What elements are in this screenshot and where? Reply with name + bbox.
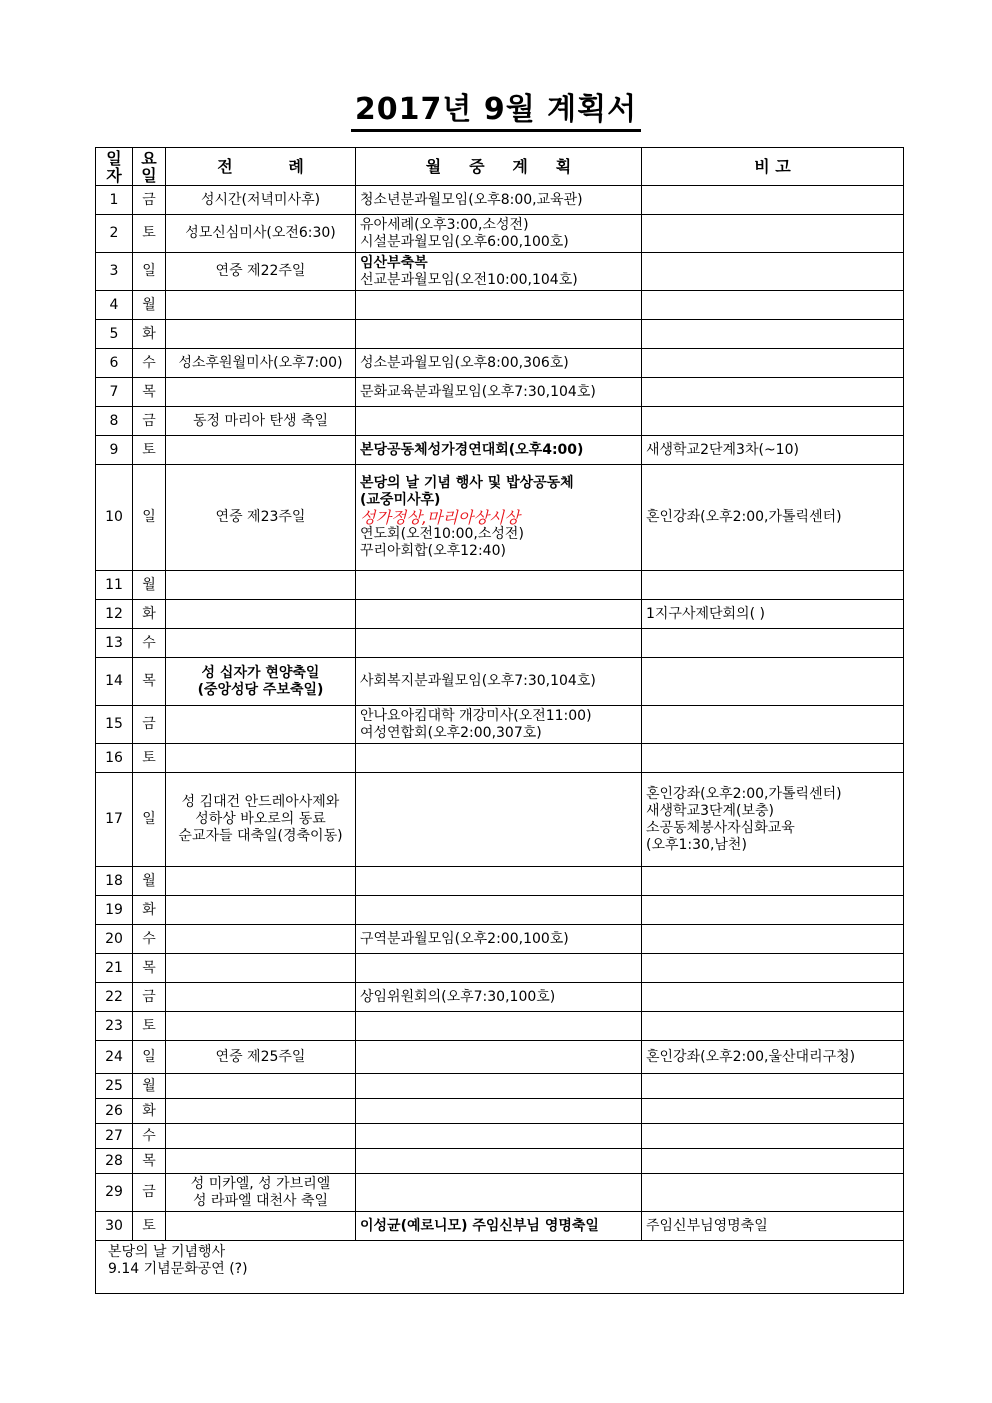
weekday-label: 수 <box>142 634 156 651</box>
day-cell <box>96 983 133 1012</box>
weekday-label: 수 <box>142 1127 156 1144</box>
weekday-cell <box>133 378 166 407</box>
plan-cell <box>356 983 642 1012</box>
weekday-label: 수 <box>142 354 156 371</box>
note-cell <box>642 744 904 773</box>
liturgy-line: 성 미카엘, 성 가브리엘 <box>190 1175 331 1192</box>
document-title: 2017년 9월 계획서 <box>351 92 641 132</box>
day-number: 10 <box>105 509 123 525</box>
table-row <box>96 378 904 407</box>
day-cell <box>96 925 133 954</box>
liturgy-cell <box>166 186 356 215</box>
plan-line: 문화교육분과월모임(오후7:30,104호) <box>360 383 596 400</box>
weekday-label: 금 <box>142 1184 156 1200</box>
liturgy-line: 연중 제22주일 <box>215 263 306 279</box>
table-row <box>96 925 904 954</box>
weekday-cell <box>133 1041 166 1074</box>
weekday-label: 금 <box>142 412 156 429</box>
table-body <box>96 186 904 1241</box>
day-number: 15 <box>105 716 123 732</box>
weekday-label: 월 <box>142 872 156 889</box>
plan-cell <box>356 658 642 706</box>
note-cell <box>642 706 904 744</box>
plan-cell <box>356 407 642 436</box>
note-cell <box>642 1012 904 1041</box>
weekday-cell <box>133 571 166 600</box>
table-row <box>96 571 904 600</box>
day-number: 22 <box>105 988 123 1005</box>
weekday-cell <box>133 1212 166 1241</box>
weekday-label: 일 <box>142 263 156 279</box>
liturgy-line: 성 라파엘 대천사 축일 <box>192 1192 329 1209</box>
plan-cell <box>356 744 642 773</box>
note-line: 혼인강좌(오후2:00,울산대리구청) <box>646 1048 856 1065</box>
liturgy-cell <box>166 291 356 320</box>
plan-line: 사회복지분과월모임(오후7:30,104호) <box>360 673 596 689</box>
day-cell <box>96 186 133 215</box>
weekday-label: 월 <box>142 296 156 313</box>
monthly-plan-table <box>95 147 904 1294</box>
note-cell <box>642 1124 904 1149</box>
liturgy-cell <box>166 954 356 983</box>
liturgy-line: 성모신심미사(오전6:30) <box>185 225 336 241</box>
note-line: 새생학교3단계(보충) <box>646 802 775 819</box>
weekday-label: 토 <box>142 1217 156 1234</box>
plan-cell <box>356 1074 642 1099</box>
note-cell <box>642 215 904 253</box>
note-cell <box>642 1212 904 1241</box>
day-cell <box>96 867 133 896</box>
plan-line: 선교분과월모임(오전10:00,104호) <box>360 271 578 288</box>
liturgy-cell <box>166 867 356 896</box>
weekday-cell <box>133 1099 166 1124</box>
note-cell <box>642 253 904 291</box>
table-row <box>96 954 904 983</box>
plan-line: 청소년분과월모임(오후8:00,교육관) <box>360 191 583 208</box>
weekday-cell <box>133 954 166 983</box>
note-line: (오후1:30,남천) <box>646 836 747 853</box>
note-cell <box>642 465 904 571</box>
liturgy-cell <box>166 1074 356 1099</box>
header-liturgy: 전 례 <box>166 148 356 186</box>
footer-line: 본당의 날 기념행사 <box>108 1244 226 1260</box>
day-cell <box>96 1174 133 1212</box>
day-cell <box>96 954 133 983</box>
day-number: 8 <box>109 412 119 429</box>
weekday-label: 금 <box>142 988 156 1005</box>
liturgy-cell <box>166 215 356 253</box>
weekday-cell <box>133 1074 166 1099</box>
plan-cell <box>356 954 642 983</box>
day-number: 20 <box>105 930 123 947</box>
day-number: 9 <box>109 441 119 458</box>
weekday-cell <box>133 349 166 378</box>
weekday-cell <box>133 773 166 867</box>
weekday-label: 일 <box>142 811 156 827</box>
weekday-label: 목 <box>142 1152 156 1169</box>
weekday-label: 금 <box>142 191 156 208</box>
plan-line: 꾸리아회합(오후12:40) <box>360 543 506 559</box>
note-cell <box>642 407 904 436</box>
weekday-cell <box>133 291 166 320</box>
weekday-cell <box>133 744 166 773</box>
day-number: 24 <box>105 1048 123 1065</box>
liturgy-cell <box>166 773 356 867</box>
plan-line: 구역분과월모임(오후2:00,100호) <box>360 930 569 947</box>
day-number: 13 <box>105 634 123 651</box>
plan-cell <box>356 320 642 349</box>
day-cell <box>96 1099 133 1124</box>
day-cell <box>96 465 133 571</box>
day-number: 7 <box>109 383 119 400</box>
note-cell <box>642 773 904 867</box>
weekday-label: 화 <box>142 325 156 342</box>
day-cell <box>96 349 133 378</box>
liturgy-cell <box>166 1124 356 1149</box>
day-cell <box>96 896 133 925</box>
plan-cell <box>356 378 642 407</box>
liturgy-line: 성소후원월미사(오후7:00) <box>178 354 343 371</box>
liturgy-line: 순교자들 대축일(경축이동) <box>178 828 343 844</box>
day-cell <box>96 436 133 465</box>
weekday-label: 목 <box>142 959 156 976</box>
note-cell <box>642 600 904 629</box>
day-number: 26 <box>105 1102 123 1119</box>
liturgy-cell <box>166 436 356 465</box>
liturgy-cell <box>166 983 356 1012</box>
weekday-label: 토 <box>142 1017 156 1034</box>
weekday-cell <box>133 186 166 215</box>
plan-line: 본당의 날 기념 행사 및 밥상공동체 <box>360 475 574 491</box>
table-row <box>96 1041 904 1074</box>
note-cell <box>642 378 904 407</box>
plan-cell <box>356 773 642 867</box>
day-cell <box>96 320 133 349</box>
liturgy-cell <box>166 1174 356 1212</box>
day-cell <box>96 407 133 436</box>
table-row <box>96 1212 904 1241</box>
plan-cell <box>356 1041 642 1074</box>
day-number: 29 <box>105 1184 123 1200</box>
note-line: 소공동체봉사자심화교육 <box>646 819 795 836</box>
day-number: 12 <box>105 605 123 622</box>
plan-cell <box>356 1124 642 1149</box>
note-cell <box>642 186 904 215</box>
note-line: 혼인강좌(오후2:00,가톨릭센터) <box>646 509 842 525</box>
plan-line: 유아세례(오후3:00,소성전) <box>360 216 529 233</box>
weekday-cell <box>133 1174 166 1212</box>
table-row <box>96 291 904 320</box>
day-number: 5 <box>109 325 119 342</box>
weekday-cell <box>133 706 166 744</box>
liturgy-line: 동정 마리아 탄생 축일 <box>192 412 329 429</box>
liturgy-cell <box>166 465 356 571</box>
day-number: 30 <box>105 1217 123 1234</box>
weekday-label: 일 <box>142 509 156 525</box>
day-number: 28 <box>105 1152 123 1169</box>
weekday-label: 토 <box>142 441 156 458</box>
table-row <box>96 867 904 896</box>
weekday-cell <box>133 925 166 954</box>
weekday-label: 목 <box>142 383 156 400</box>
plan-cell <box>356 349 642 378</box>
liturgy-cell <box>166 600 356 629</box>
day-cell <box>96 744 133 773</box>
footer-cell <box>96 1241 904 1294</box>
table-row <box>96 658 904 706</box>
plan-cell <box>356 867 642 896</box>
plan-line: 성가정상,마리아상시상 <box>360 508 520 527</box>
weekday-cell <box>133 896 166 925</box>
table-row <box>96 629 904 658</box>
plan-cell <box>356 436 642 465</box>
plan-line: (교중미사후) <box>360 492 441 508</box>
note-cell <box>642 1041 904 1074</box>
weekday-cell <box>133 658 166 706</box>
document-title-wrap <box>0 84 992 128</box>
note-cell <box>642 629 904 658</box>
plan-line: 연도회(오전10:00,소성전) <box>360 526 524 542</box>
liturgy-line: 성 김대건 안드레아사제와 <box>181 794 340 810</box>
day-cell <box>96 1041 133 1074</box>
weekday-cell <box>133 436 166 465</box>
note-cell <box>642 867 904 896</box>
weekday-label: 목 <box>142 673 156 689</box>
liturgy-cell <box>166 571 356 600</box>
note-cell <box>642 436 904 465</box>
header-plan: 월 중 계 획 <box>356 148 642 186</box>
table-row <box>96 186 904 215</box>
weekday-cell <box>133 1124 166 1149</box>
table-row <box>96 407 904 436</box>
weekday-cell <box>133 215 166 253</box>
note-cell <box>642 1174 904 1212</box>
plan-line: 여성연합회(오후2:00,307호) <box>360 724 542 741</box>
plan-cell <box>356 1012 642 1041</box>
footer-row <box>96 1241 904 1294</box>
plan-cell <box>356 186 642 215</box>
day-cell <box>96 629 133 658</box>
plan-line: 안나요아킴대학 개강미사(오전11:00) <box>360 707 592 724</box>
liturgy-cell <box>166 1041 356 1074</box>
note-cell <box>642 1149 904 1174</box>
table-row <box>96 896 904 925</box>
day-cell <box>96 773 133 867</box>
day-number: 3 <box>109 263 119 279</box>
day-number: 21 <box>105 959 123 976</box>
plan-cell <box>356 600 642 629</box>
table-row <box>96 706 904 744</box>
note-line: 주임신부님영명축일 <box>646 1217 768 1234</box>
header-weekday: 요일 <box>133 148 166 186</box>
day-number: 1 <box>109 191 119 208</box>
table-row <box>96 983 904 1012</box>
header-day: 일자 <box>96 148 133 186</box>
weekday-cell <box>133 629 166 658</box>
table-row <box>96 1012 904 1041</box>
day-cell <box>96 1074 133 1099</box>
table-row <box>96 1149 904 1174</box>
liturgy-line: (중앙성당 주보축일) <box>197 681 324 698</box>
day-number: 16 <box>105 749 123 766</box>
weekday-cell <box>133 253 166 291</box>
liturgy-cell <box>166 320 356 349</box>
note-cell <box>642 349 904 378</box>
day-number: 14 <box>105 673 123 689</box>
note-line: 혼인강좌(오후2:00,가톨릭센터) <box>646 785 842 802</box>
plan-line: 성소분과월모임(오후8:00,306호) <box>360 354 569 371</box>
note-cell <box>642 320 904 349</box>
liturgy-cell <box>166 1099 356 1124</box>
plan-cell <box>356 571 642 600</box>
table-row <box>96 1074 904 1099</box>
day-cell <box>96 1212 133 1241</box>
liturgy-line: 연중 제23주일 <box>215 509 306 525</box>
table-header-row <box>96 148 904 186</box>
weekday-cell <box>133 600 166 629</box>
plan-cell <box>356 253 642 291</box>
day-number: 17 <box>105 811 123 827</box>
plan-cell <box>356 291 642 320</box>
day-cell <box>96 658 133 706</box>
plan-line: 이성균(예로니모) 주임신부님 영명축일 <box>360 1217 599 1234</box>
liturgy-cell <box>166 1012 356 1041</box>
note-cell <box>642 954 904 983</box>
weekday-label: 월 <box>142 1077 156 1094</box>
day-number: 4 <box>109 296 119 313</box>
weekday-cell <box>133 983 166 1012</box>
day-cell <box>96 1124 133 1149</box>
day-number: 11 <box>105 576 123 593</box>
plan-line: 상임위원회의(오후7:30,100호) <box>360 988 556 1005</box>
note-cell <box>642 925 904 954</box>
note-cell <box>642 983 904 1012</box>
table-row <box>96 215 904 253</box>
note-cell <box>642 1099 904 1124</box>
day-cell <box>96 1012 133 1041</box>
liturgy-cell <box>166 1149 356 1174</box>
weekday-label: 일 <box>142 1048 156 1065</box>
table-row <box>96 320 904 349</box>
table-row <box>96 1124 904 1149</box>
day-cell <box>96 600 133 629</box>
weekday-label: 수 <box>142 930 156 947</box>
weekday-cell <box>133 1012 166 1041</box>
liturgy-cell <box>166 407 356 436</box>
plan-line: 임산부축복 <box>360 254 428 271</box>
table-row <box>96 436 904 465</box>
plan-cell <box>356 896 642 925</box>
day-cell <box>96 215 133 253</box>
plan-cell <box>356 925 642 954</box>
weekday-cell <box>133 867 166 896</box>
plan-cell <box>356 629 642 658</box>
note-cell <box>642 291 904 320</box>
liturgy-line: 연중 제25주일 <box>215 1048 306 1065</box>
note-cell <box>642 1074 904 1099</box>
liturgy-cell <box>166 706 356 744</box>
table-row <box>96 349 904 378</box>
weekday-cell <box>133 465 166 571</box>
header-note: 비 고 <box>642 148 904 186</box>
plan-cell <box>356 1149 642 1174</box>
liturgy-line: 성 십자가 현양축일 <box>201 664 320 681</box>
table-row <box>96 1099 904 1124</box>
day-number: 19 <box>105 901 123 918</box>
plan-cell <box>356 706 642 744</box>
plan-cell <box>356 1212 642 1241</box>
plan-cell <box>356 1174 642 1212</box>
day-number: 27 <box>105 1127 123 1144</box>
weekday-cell <box>133 407 166 436</box>
liturgy-cell <box>166 253 356 291</box>
plan-cell <box>356 215 642 253</box>
liturgy-line: 성시간(저녁미사후) <box>200 191 321 208</box>
liturgy-cell <box>166 658 356 706</box>
liturgy-line: 성하상 바오로의 동료 <box>195 811 326 827</box>
note-cell <box>642 896 904 925</box>
weekday-label: 화 <box>142 901 156 918</box>
weekday-label: 토 <box>142 225 156 241</box>
weekday-label: 월 <box>142 576 156 593</box>
note-cell <box>642 658 904 706</box>
day-cell <box>96 706 133 744</box>
day-cell <box>96 291 133 320</box>
weekday-label: 토 <box>142 749 156 766</box>
day-number: 6 <box>109 354 119 371</box>
weekday-label: 화 <box>142 1102 156 1119</box>
table-row <box>96 465 904 571</box>
day-number: 18 <box>105 872 123 889</box>
liturgy-cell <box>166 1212 356 1241</box>
table-row <box>96 1174 904 1212</box>
liturgy-cell <box>166 896 356 925</box>
liturgy-cell <box>166 349 356 378</box>
note-cell <box>642 571 904 600</box>
liturgy-cell <box>166 744 356 773</box>
plan-cell <box>356 465 642 571</box>
day-number: 23 <box>105 1017 123 1034</box>
day-cell <box>96 378 133 407</box>
weekday-cell <box>133 1149 166 1174</box>
note-line: 1지구사제단회의( ) <box>646 605 765 622</box>
note-line: 새생학교2단계3차(~10) <box>646 441 799 458</box>
liturgy-cell <box>166 378 356 407</box>
day-cell <box>96 571 133 600</box>
table-row <box>96 600 904 629</box>
day-number: 2 <box>109 225 119 241</box>
table-row <box>96 773 904 867</box>
day-cell <box>96 253 133 291</box>
liturgy-cell <box>166 629 356 658</box>
liturgy-cell <box>166 925 356 954</box>
weekday-label: 금 <box>142 716 156 732</box>
weekday-cell <box>133 320 166 349</box>
table-row <box>96 253 904 291</box>
plan-cell <box>356 1099 642 1124</box>
plan-line: 시설분과월모임(오후6:00,100호) <box>360 233 569 250</box>
table-row <box>96 744 904 773</box>
day-cell <box>96 1149 133 1174</box>
weekday-label: 화 <box>142 605 156 622</box>
footer-line: 9.14 기념문화공연 (?) <box>108 1261 248 1277</box>
day-number: 25 <box>105 1077 123 1094</box>
plan-line: 본당공동체성가경연대회(오후4:00) <box>360 441 584 458</box>
